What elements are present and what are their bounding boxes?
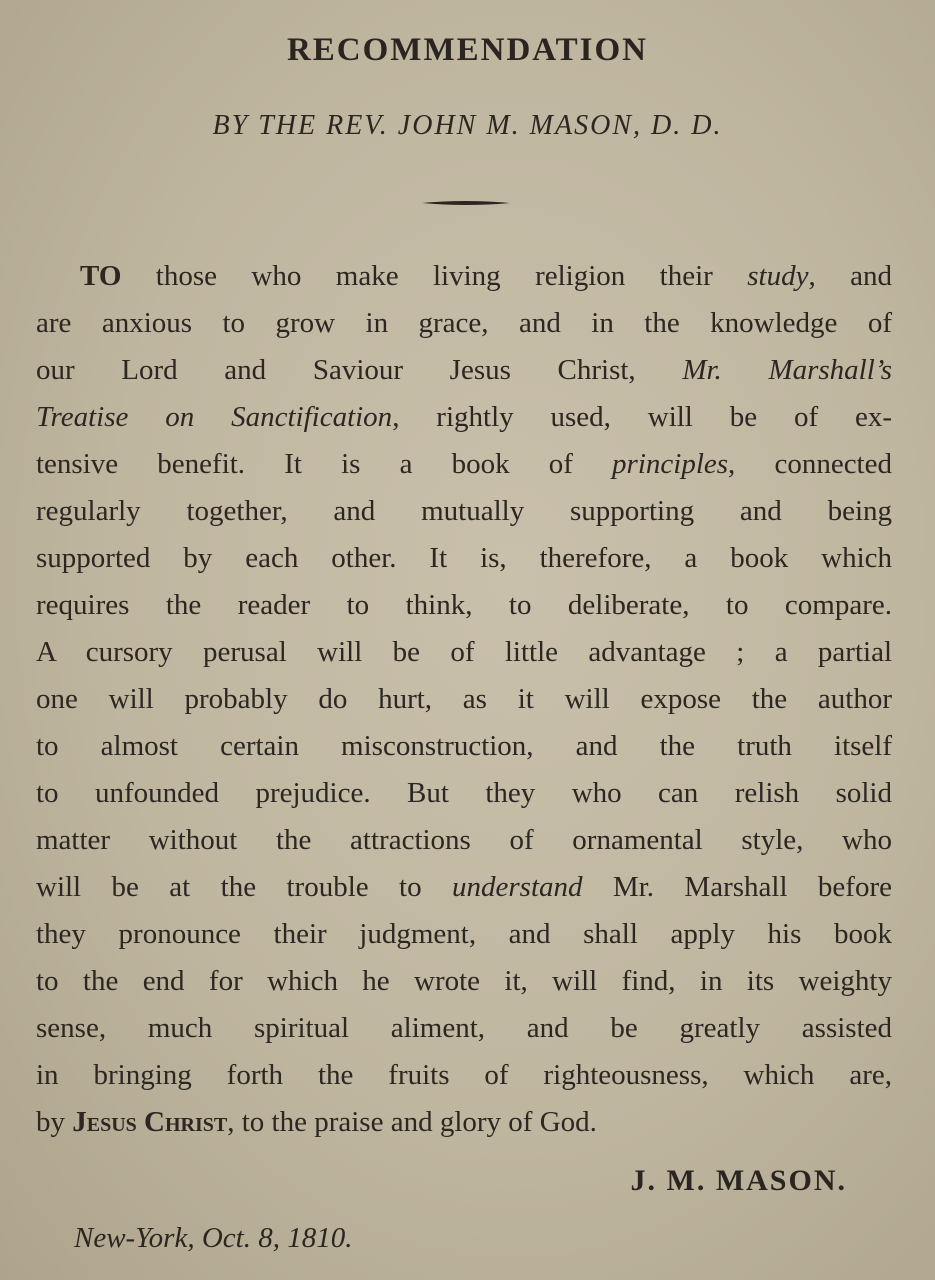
- text-line: our Lord and Saviour Jesus Christ, Mr. Marshall’s: [36, 354, 892, 386]
- text-line: in bringing forth the fruits of righteousness, which are,: [36, 1059, 892, 1091]
- text-line: to unfounded prejudice. But they who can relish solid: [36, 777, 892, 809]
- text-line: requires the reader to think, to deliberate, to compare.: [36, 589, 892, 621]
- byline: BY THE REV. JOHN M. MASON, D. D.: [212, 110, 723, 141]
- dateline: New-York, Oct. 8, 1810.: [74, 1222, 353, 1254]
- text-line: supported by each other. It is, therefore, a book which: [36, 542, 892, 574]
- text-line: A cursory perusal will be of little advantage ; a partial: [36, 636, 892, 668]
- signature: J. M. MASON.: [630, 1164, 847, 1197]
- page-title: RECOMMENDATION: [286, 32, 649, 68]
- text-line: they pronounce their judgment, and shall apply his book: [36, 918, 892, 950]
- ornamental-rule: [422, 200, 510, 206]
- text-line: sense, much spiritual aliment, and be greatly assisted: [36, 1012, 892, 1044]
- text-line: TO those who make living religion their study, and: [80, 260, 892, 292]
- text-line: will be at the trouble to understand Mr. Marshall before: [36, 871, 892, 903]
- text-line: Treatise on Sanctification, rightly used, will be of ex-: [36, 401, 892, 433]
- text-line: matter without the attractions of ornamental style, who: [36, 824, 892, 856]
- text-line: one will probably do hurt, as it will expose the author: [36, 683, 892, 715]
- text-line: regularly together, and mutually supporting and being: [36, 495, 892, 527]
- text-line: by Jesus Christ, to the praise and glory of God.: [36, 1106, 597, 1138]
- text-line: to almost certain misconstruction, and the truth itself: [36, 730, 892, 762]
- text-line: are anxious to grow in grace, and in the knowledge of: [36, 307, 892, 339]
- text-line: tensive benefit. It is a book of principles, connected: [36, 448, 892, 480]
- text-line: to the end for which he wrote it, will find, in its weighty: [36, 965, 892, 997]
